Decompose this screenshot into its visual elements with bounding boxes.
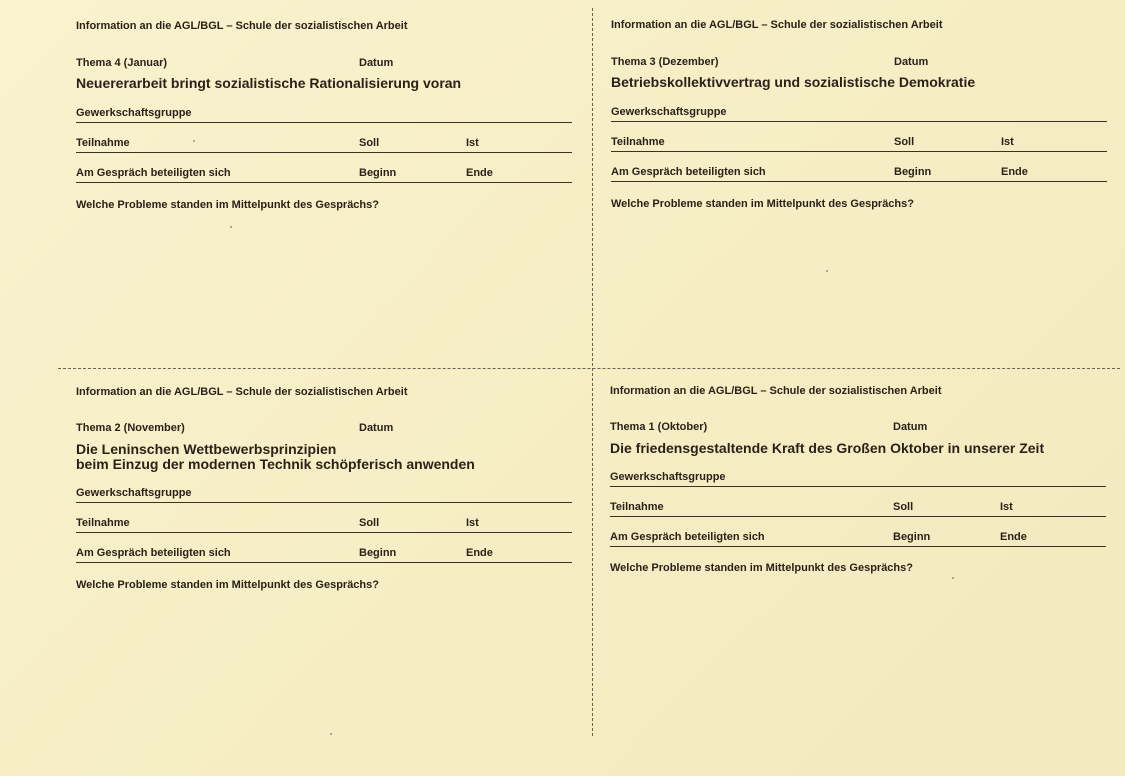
card-thema-1 bbox=[610, 385, 1106, 715]
soll-label: Soll bbox=[359, 517, 380, 529]
ist-label: Ist bbox=[466, 517, 479, 529]
beteiligt-row[interactable] bbox=[76, 166, 572, 183]
card-header: Information an die AGL/BGL – Schule der sozialistischen Arbeit bbox=[76, 386, 408, 398]
gewerkschaftsgruppe-label: Gewerkschaftsgruppe bbox=[610, 471, 726, 483]
thema-label: Thema 4 (Januar) bbox=[76, 57, 168, 69]
gewerkschaftsgruppe-row[interactable] bbox=[610, 470, 1106, 487]
thema-label: Thema 3 (Dezember) bbox=[611, 56, 719, 68]
beteiligt-row[interactable] bbox=[611, 165, 1107, 182]
soll-label: Soll bbox=[894, 136, 915, 148]
thema-title: Die friedensgestaltende Kraft des Großen Oktober in unserer Zeit bbox=[610, 440, 1045, 456]
gewerkschaftsgruppe-row[interactable] bbox=[76, 486, 572, 503]
ist-label: Ist bbox=[1000, 501, 1013, 513]
gewerkschaftsgruppe-row[interactable] bbox=[76, 106, 572, 123]
paper-speck bbox=[193, 140, 195, 142]
thema-title-line-2: beim Einzug der modernen Technik schöpferisch anwenden bbox=[76, 456, 475, 472]
horizontal-cut-line bbox=[58, 368, 1120, 369]
teilnahme-row[interactable] bbox=[76, 516, 572, 533]
question-label: Welche Probleme standen im Mittelpunkt des Gesprächs? bbox=[611, 198, 914, 210]
beginn-label: Beginn bbox=[359, 167, 397, 179]
beteiligt-label: Am Gespräch beteiligten sich bbox=[76, 547, 231, 559]
beginn-label: Beginn bbox=[893, 531, 931, 543]
question-label: Welche Probleme standen im Mittelpunkt des Gesprächs? bbox=[76, 199, 379, 211]
question-label: Welche Probleme standen im Mittelpunkt des Gesprächs? bbox=[610, 562, 913, 574]
card-header: Information an die AGL/BGL – Schule der sozialistischen Arbeit bbox=[76, 20, 408, 32]
paper-speck bbox=[826, 270, 828, 272]
beteiligt-row[interactable] bbox=[76, 546, 572, 563]
thema-title-line-1: Die Leninschen Wettbewerbsprinzipien bbox=[76, 441, 337, 457]
gewerkschaftsgruppe-row[interactable] bbox=[611, 105, 1107, 122]
ist-label: Ist bbox=[1001, 136, 1014, 148]
ende-label: Ende bbox=[1000, 531, 1027, 543]
thema-title: Neuererarbeit bringt sozialistische Rationalisierung voran bbox=[76, 75, 462, 91]
datum-label: Datum bbox=[359, 57, 394, 69]
gewerkschaftsgruppe-label: Gewerkschaftsgruppe bbox=[76, 487, 192, 499]
beteiligt-label: Am Gespräch beteiligten sich bbox=[76, 167, 231, 179]
gewerkschaftsgruppe-label: Gewerkschaftsgruppe bbox=[611, 106, 727, 118]
beteiligt-row[interactable] bbox=[610, 530, 1106, 547]
datum-label: Datum bbox=[359, 422, 394, 434]
paper-speck bbox=[330, 733, 332, 735]
beginn-label: Beginn bbox=[359, 547, 397, 559]
teilnahme-label: Teilnahme bbox=[610, 501, 664, 513]
ende-label: Ende bbox=[466, 167, 493, 179]
teilnahme-row[interactable] bbox=[610, 500, 1106, 517]
datum-label: Datum bbox=[894, 56, 929, 68]
card-thema-2 bbox=[76, 386, 572, 716]
datum-label: Datum bbox=[893, 421, 928, 433]
teilnahme-row[interactable] bbox=[76, 136, 572, 153]
thema-label: Thema 2 (November) bbox=[76, 422, 185, 434]
beginn-label: Beginn bbox=[894, 166, 932, 178]
ende-label: Ende bbox=[466, 547, 493, 559]
teilnahme-label: Teilnahme bbox=[76, 517, 130, 529]
gewerkschaftsgruppe-label: Gewerkschaftsgruppe bbox=[76, 107, 192, 119]
teilnahme-label: Teilnahme bbox=[76, 137, 130, 149]
soll-label: Soll bbox=[893, 501, 914, 513]
ende-label: Ende bbox=[1001, 166, 1028, 178]
beteiligt-label: Am Gespräch beteiligten sich bbox=[610, 531, 765, 543]
card-header: Information an die AGL/BGL – Schule der sozialistischen Arbeit bbox=[610, 385, 942, 397]
vertical-cut-line bbox=[592, 8, 593, 736]
paper-speck bbox=[230, 226, 232, 228]
paper-speck bbox=[952, 577, 954, 579]
teilnahme-row[interactable] bbox=[611, 135, 1107, 152]
beteiligt-label: Am Gespräch beteiligten sich bbox=[611, 166, 766, 178]
soll-label: Soll bbox=[359, 137, 380, 149]
card-thema-3 bbox=[611, 19, 1107, 349]
thema-label: Thema 1 (Oktober) bbox=[610, 421, 708, 433]
card-thema-4 bbox=[76, 20, 572, 350]
question-label: Welche Probleme standen im Mittelpunkt des Gesprächs? bbox=[76, 579, 379, 591]
teilnahme-label: Teilnahme bbox=[611, 136, 665, 148]
card-header: Information an die AGL/BGL – Schule der sozialistischen Arbeit bbox=[611, 19, 943, 31]
ist-label: Ist bbox=[466, 137, 479, 149]
thema-title: Betriebskollektivvertrag und sozialistische Demokratie bbox=[611, 74, 976, 90]
